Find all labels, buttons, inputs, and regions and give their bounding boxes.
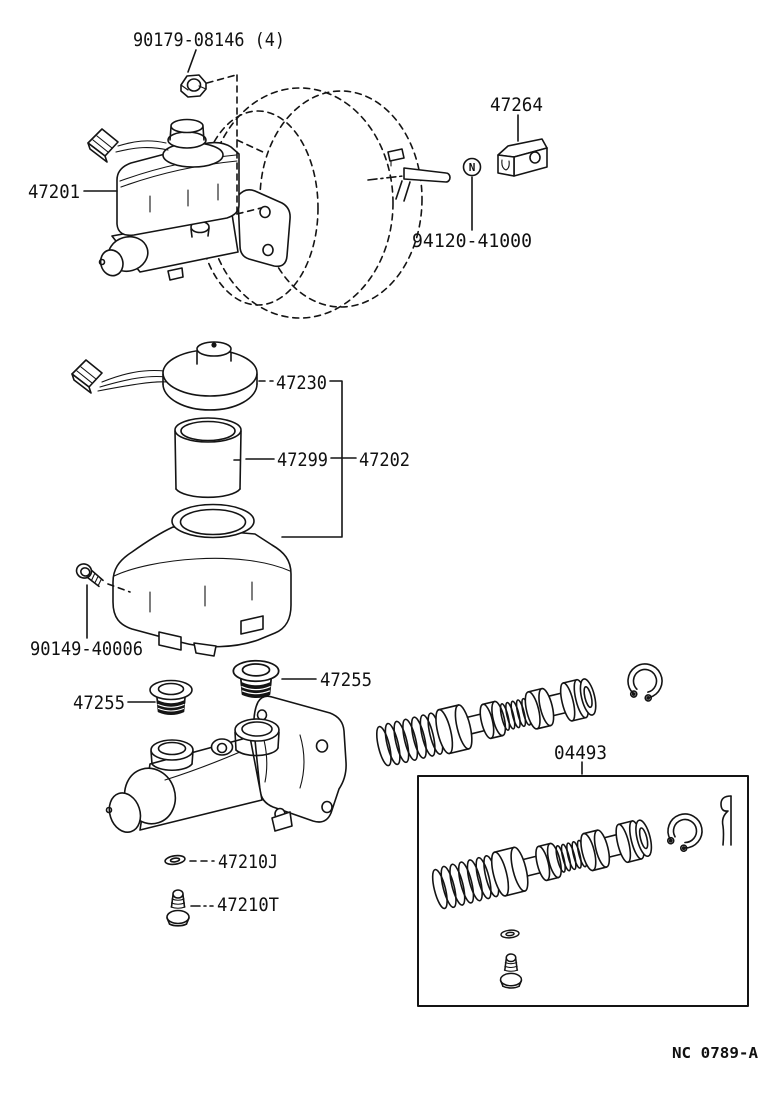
kit-clip-pin-drawing xyxy=(721,796,731,845)
label-nut-part-number: 90179-08146 (4) xyxy=(133,29,285,51)
reservoir-screw-drawing xyxy=(74,562,106,587)
label-clamp-part-number: 47264 xyxy=(490,94,543,116)
label-outlet-gasket-part-number: 47210J xyxy=(218,851,278,873)
label-master-cylinder-part-number: 47201 xyxy=(28,181,80,203)
grommet-right-drawing xyxy=(233,661,278,697)
label-nut-leader xyxy=(188,50,196,72)
reservoir-tank-drawing xyxy=(113,505,291,657)
reservoir-filter-drawing xyxy=(175,418,241,497)
label-booster-pin-part-number: 94120-41000 xyxy=(412,230,532,252)
booster-pin-drawing xyxy=(368,149,450,201)
label-reservoir-screw-part-number: 90149-40006 xyxy=(30,638,143,660)
mounting-nut-drawing xyxy=(181,75,206,97)
bleeder-plug-drawing xyxy=(167,890,189,926)
outlet-gasket-drawing xyxy=(165,854,186,865)
figure-code: NC 0789-A xyxy=(672,1044,758,1062)
kit-gasket-drawing xyxy=(501,929,520,938)
pin-symbol-badge xyxy=(464,159,481,176)
label-grommet-right-part-number: 47255 xyxy=(320,669,372,691)
label-bleeder-plug-part-number: 47210T xyxy=(217,894,279,916)
snap-ring-drawing xyxy=(624,660,666,703)
cylinder-body-drawing xyxy=(100,696,347,836)
level-sensor-connector-drawing xyxy=(88,129,118,162)
kit-snap-ring-drawing xyxy=(661,808,708,856)
master-cylinder-assembly-drawing xyxy=(88,120,290,373)
label-reservoir-filter-part-number: 47299 xyxy=(277,449,328,471)
kit-piston-assembly-drawing xyxy=(429,815,655,912)
label-reservoir-assy-part-number: 47202 xyxy=(359,449,410,471)
repair-kit-box xyxy=(418,776,748,1006)
reservoir-cap-drawing xyxy=(72,342,257,410)
kit-bleeder-plug-drawing xyxy=(501,954,522,988)
label-reservoir-cap-part-number: 47230 xyxy=(276,372,327,394)
label-grommet-left-part-number: 47255 xyxy=(73,692,125,714)
pin-symbol-letter: N xyxy=(468,161,476,174)
clamp-drawing xyxy=(498,139,547,176)
grommet-left-drawing xyxy=(150,681,192,715)
label-repair-kit-part-number: 04493 xyxy=(554,742,607,764)
